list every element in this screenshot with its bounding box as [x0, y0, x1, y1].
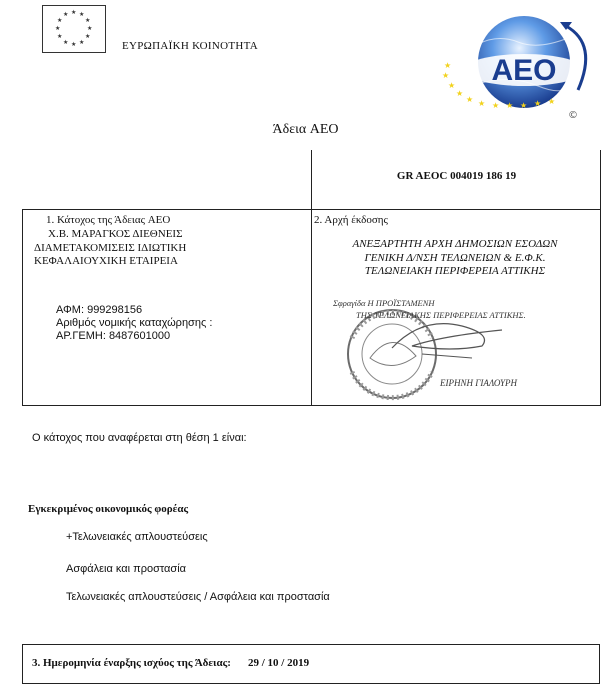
validity-date: 29 / 10 / 2019: [248, 657, 310, 669]
holder-section-label: 1. Κάτοχος της Άδειας AEO: [46, 214, 171, 226]
signature-caption: Σφραγίδα Η ΠΡΟΪΣΤΑΜΕΝΗ: [333, 298, 435, 308]
signatory-name: ΕΙΡΗΝΗ ΓΙΑΛΟΥΡΗ: [440, 378, 518, 388]
star-icon: ★: [85, 34, 91, 40]
svg-text:★: ★: [520, 101, 528, 110]
issuer-name-line: ΓΕΝΙΚΗ Δ/ΝΣΗ ΤΕΛΩΝΕΙΩΝ & Ε.Φ.Κ.: [364, 251, 546, 264]
holder-name-line: Χ.Β. ΜΑΡΑΓΚΟΣ ΔΙΕΘΝΕΙΣ: [48, 228, 183, 240]
star-icon: ★: [71, 10, 77, 16]
holder-name: [34, 228, 186, 269]
signature-office: ΤΗΣ ΤΕΛΩΝΕΙΑΚΗΣ ΠΕΡΙΦΕΡΕΙΑΣ ΑΤΤΙΚΗΣ.: [356, 310, 526, 320]
star-icon: ★: [79, 40, 85, 46]
svg-text:★: ★: [534, 99, 542, 108]
svg-text:★: ★: [456, 89, 464, 98]
svg-text:★: ★: [506, 101, 514, 110]
option-customs: +Τελωνειακές απλουστεύσεις: [66, 531, 208, 543]
issuer-section-label: 2. Αρχή έκδοσης: [314, 214, 388, 226]
copyright-mark: ©: [568, 110, 578, 120]
holder-registration-label: Αριθμός νομικής καταχώρησης :: [56, 317, 213, 329]
option-security: Ασφάλεια και προστασία: [66, 563, 187, 575]
svg-text:★: ★: [548, 97, 556, 106]
star-icon: ★: [57, 18, 63, 24]
divider: [22, 209, 23, 406]
divider: [22, 209, 601, 210]
intro-text: Ο κάτοχος που αναφέρεται στη θέση 1 είναι:: [32, 432, 247, 444]
issuer-name: [314, 238, 596, 279]
divider: [600, 150, 601, 406]
aeo-logo: [438, 4, 604, 120]
star-icon: ★: [85, 18, 91, 24]
holder-name-line: ΚΕΦΑΛΑΙΟΥΧΙΚΗ ΕΤΑΙΡΕΙΑ: [34, 255, 178, 267]
svg-text:★: ★: [442, 71, 450, 80]
holder-gemi: ΑΡ.ΓΕΜΗ: 8487601000: [56, 330, 171, 342]
star-icon: ★: [79, 12, 85, 18]
divider: [311, 150, 312, 406]
star-icon: ★: [71, 42, 77, 48]
svg-text:★: ★: [478, 99, 486, 108]
license-code: GR AEOC 004019 186 19: [396, 170, 517, 182]
star-icon: ★: [87, 26, 93, 32]
holder-name-line: ΔΙΑΜΕΤΑΚΟΜΙΣΕΙΣ ΙΔΙΩΤΙΚΗ: [34, 241, 187, 254]
star-icon: ★: [57, 34, 63, 40]
star-icon: ★: [55, 26, 61, 32]
validity-label: 3. Ημερομηνία έναρξης ισχύος της Άδειας:: [32, 657, 231, 669]
operator-type: Εγκεκριμένος οικονομικός φορέας: [28, 503, 189, 515]
svg-text:★: ★: [466, 95, 474, 104]
holder-vat: ΑΦΜ: 999298156: [56, 304, 143, 316]
svg-text:★: ★: [444, 61, 452, 70]
star-icon: ★: [63, 40, 69, 46]
holder-details: [56, 304, 212, 343]
document-title: Άδεια AEO: [272, 122, 339, 137]
eu-flag-icon: [42, 5, 106, 53]
option-combined: Τελωνειακές απλουστεύσεις / Ασφάλεια και προστασία: [66, 591, 330, 603]
svg-text:★: ★: [448, 81, 456, 90]
svg-text:★: ★: [492, 101, 500, 110]
community-title: ΕΥΡΩΠΑΪΚΗ ΚΟΙΝΟΤΗΤΑ: [122, 40, 258, 52]
issuer-name-line: ΤΕΛΩΝΕΙΑΚΗ ΠΕΡΙΦΕΡΕΙΑ ΑΤΤΙΚΗΣ: [364, 265, 546, 277]
issuer-name-line: ΑΝΕΞΑΡΤΗΤΗ ΑΡΧΗ ΔΗΜΟΣΙΩΝ ΕΣΟΔΩΝ: [352, 238, 558, 250]
divider: [22, 405, 601, 406]
logo-text: AEO: [491, 54, 557, 87]
star-icon: ★: [63, 12, 69, 18]
